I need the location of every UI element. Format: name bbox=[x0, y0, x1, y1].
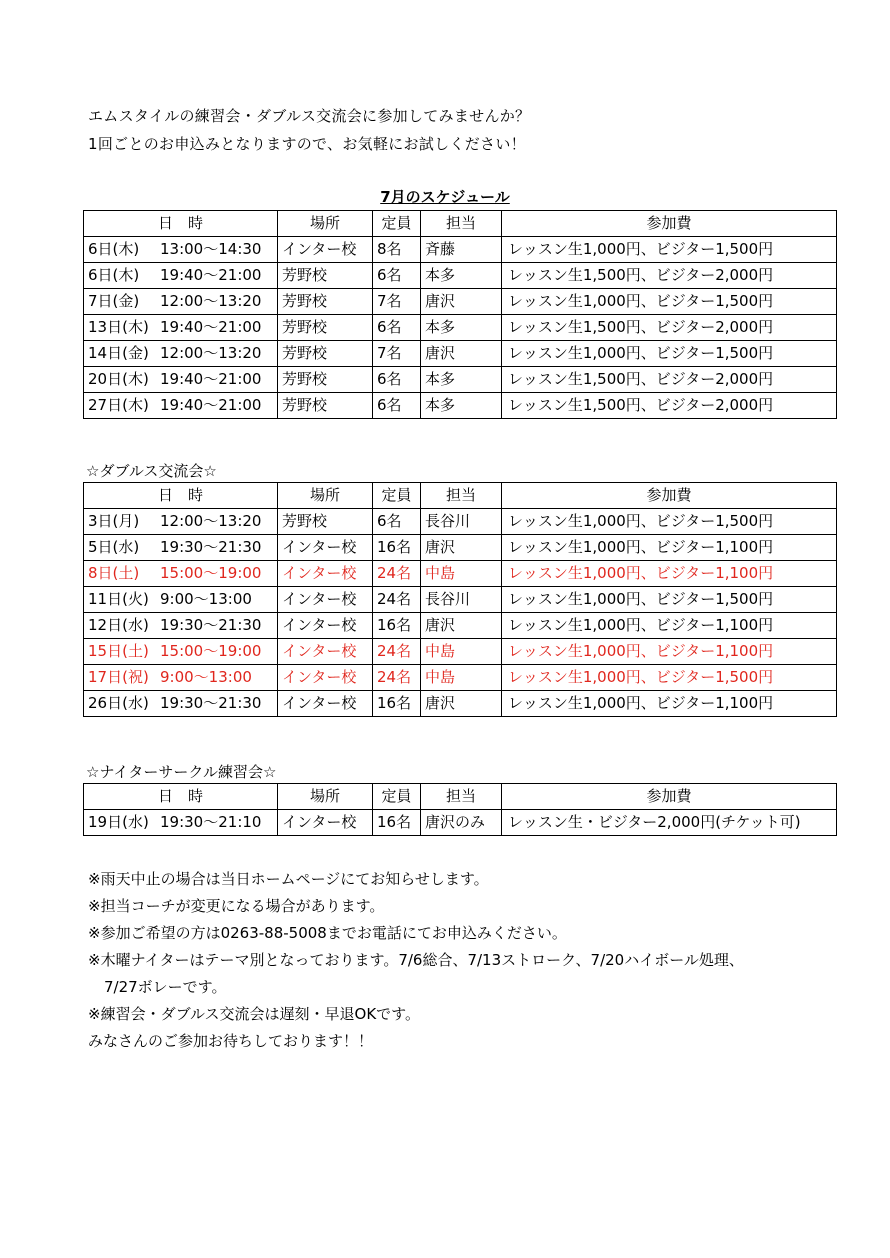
cell-date: 5日(水) bbox=[88, 538, 140, 556]
header-coach: 担当 bbox=[421, 784, 502, 810]
cell-capacity: 7名 bbox=[373, 341, 421, 367]
cell-date: 11日(火) bbox=[88, 590, 149, 608]
cell-capacity: 24名 bbox=[373, 665, 421, 691]
cell-datetime bbox=[84, 509, 278, 535]
cell-date: 17日(祝) bbox=[88, 668, 149, 686]
cell-coach: 長谷川 bbox=[421, 509, 502, 535]
cell-coach: 唐沢 bbox=[421, 289, 502, 315]
cell-capacity: 16名 bbox=[373, 613, 421, 639]
cell-place: 芳野校 bbox=[278, 367, 373, 393]
header-datetime: 日 時 bbox=[84, 211, 278, 237]
header-fee: 参加費 bbox=[502, 483, 837, 509]
header-datetime: 日 時 bbox=[84, 483, 278, 509]
cell-date: 12日(水) bbox=[88, 616, 149, 634]
header-place: 場所 bbox=[278, 784, 373, 810]
table-row bbox=[84, 665, 837, 691]
cell-fee: レッスン生1,000円、ビジター1,100円 bbox=[502, 561, 837, 587]
cell-coach: 唐沢 bbox=[421, 341, 502, 367]
cell-time: 15:00～19:00 bbox=[160, 642, 262, 660]
cell-date: 27日(木) bbox=[88, 396, 149, 414]
cell-fee: レッスン生1,500円、ビジター2,000円 bbox=[502, 263, 837, 289]
cell-fee: レッスン生1,500円、ビジター2,000円 bbox=[502, 367, 837, 393]
cell-datetime bbox=[84, 561, 278, 587]
cell-date: 3日(月) bbox=[88, 512, 140, 530]
cell-datetime bbox=[84, 341, 278, 367]
cell-place: 芳野校 bbox=[278, 289, 373, 315]
cell-datetime bbox=[84, 587, 278, 613]
cell-time: 19:30～21:30 bbox=[160, 538, 262, 556]
intro-line-2: 1回ごとのお申込みとなりますので、お気軽にお試しください！ bbox=[88, 135, 526, 153]
cell-datetime bbox=[84, 639, 278, 665]
table-row bbox=[84, 315, 837, 341]
cell-capacity: 6名 bbox=[373, 367, 421, 393]
header-capacity: 定員 bbox=[373, 211, 421, 237]
table-row bbox=[84, 367, 837, 393]
cell-date: 6日(木) bbox=[88, 266, 140, 284]
cell-fee: レッスン生1,000円、ビジター1,500円 bbox=[502, 237, 837, 263]
cell-datetime bbox=[84, 665, 278, 691]
cell-datetime bbox=[84, 393, 278, 419]
cell-place: 芳野校 bbox=[278, 393, 373, 419]
table-row bbox=[84, 691, 837, 717]
cell-datetime bbox=[84, 810, 278, 836]
cell-place: 芳野校 bbox=[278, 341, 373, 367]
header-place: 場所 bbox=[278, 211, 373, 237]
practice-schedule-table bbox=[83, 210, 837, 419]
cell-time: 12:00～13:20 bbox=[160, 292, 262, 310]
cell-place: 芳野校 bbox=[278, 315, 373, 341]
table-row bbox=[84, 237, 837, 263]
table-row bbox=[84, 810, 837, 836]
cell-time: 15:00～19:00 bbox=[160, 564, 262, 582]
cell-capacity: 24名 bbox=[373, 639, 421, 665]
cell-datetime bbox=[84, 367, 278, 393]
cell-fee: レッスン生1,000円、ビジター1,100円 bbox=[502, 613, 837, 639]
practice-schedule-title: 7月のスケジュール bbox=[380, 188, 510, 206]
cell-capacity: 16名 bbox=[373, 810, 421, 836]
cell-fee: レッスン生1,000円、ビジター1,100円 bbox=[502, 639, 837, 665]
cell-coach: 中島 bbox=[421, 561, 502, 587]
cell-fee: レッスン生1,500円、ビジター2,000円 bbox=[502, 315, 837, 341]
table-header-row bbox=[84, 483, 837, 509]
cell-date: 13日(木) bbox=[88, 318, 149, 336]
cell-capacity: 7名 bbox=[373, 289, 421, 315]
cell-fee: レッスン生1,000円、ビジター1,500円 bbox=[502, 289, 837, 315]
cell-capacity: 6名 bbox=[373, 509, 421, 535]
note-thursday-themes-cont: 7/27ボレーです。 bbox=[104, 978, 227, 996]
header-place: 場所 bbox=[278, 483, 373, 509]
cell-date: 14日(金) bbox=[88, 344, 149, 362]
cell-place: インター校 bbox=[278, 639, 373, 665]
header-fee: 参加費 bbox=[502, 784, 837, 810]
cell-coach: 長谷川 bbox=[421, 587, 502, 613]
cell-place: インター校 bbox=[278, 691, 373, 717]
table-row bbox=[84, 289, 837, 315]
table-row bbox=[84, 535, 837, 561]
cell-place: インター校 bbox=[278, 237, 373, 263]
cell-capacity: 16名 bbox=[373, 691, 421, 717]
table-row bbox=[84, 587, 837, 613]
header-capacity: 定員 bbox=[373, 483, 421, 509]
cell-datetime bbox=[84, 315, 278, 341]
cell-date: 20日(木) bbox=[88, 370, 149, 388]
cell-capacity: 6名 bbox=[373, 315, 421, 341]
cell-time: 19:30～21:10 bbox=[160, 813, 262, 831]
cell-datetime bbox=[84, 263, 278, 289]
cell-capacity: 24名 bbox=[373, 587, 421, 613]
cell-coach: 斉藤 bbox=[421, 237, 502, 263]
doubles-section-title: ☆ダブルス交流会☆ bbox=[86, 462, 217, 480]
cell-date: 19日(水) bbox=[88, 813, 149, 831]
cell-fee: レッスン生1,000円、ビジター1,500円 bbox=[502, 509, 837, 535]
cell-fee: レッスン生1,000円、ビジター1,500円 bbox=[502, 587, 837, 613]
cell-time: 19:40～21:00 bbox=[160, 396, 262, 414]
cell-capacity: 8名 bbox=[373, 237, 421, 263]
table-row bbox=[84, 561, 837, 587]
table-row bbox=[84, 639, 837, 665]
cell-time: 19:30～21:30 bbox=[160, 694, 262, 712]
cell-coach: 唐沢 bbox=[421, 535, 502, 561]
cell-datetime bbox=[84, 289, 278, 315]
cell-place: インター校 bbox=[278, 561, 373, 587]
cell-coach: 唐沢のみ bbox=[421, 810, 502, 836]
cell-datetime bbox=[84, 691, 278, 717]
header-datetime: 日 時 bbox=[84, 784, 278, 810]
cell-time: 12:00～13:20 bbox=[160, 344, 262, 362]
nighter-schedule-table bbox=[83, 783, 837, 836]
nighter-section-title: ☆ナイターサークル練習会☆ bbox=[86, 763, 277, 781]
cell-time: 19:30～21:30 bbox=[160, 616, 262, 634]
cell-capacity: 24名 bbox=[373, 561, 421, 587]
cell-date: 26日(水) bbox=[88, 694, 149, 712]
cell-time: 12:00～13:20 bbox=[160, 512, 262, 530]
doubles-schedule-table bbox=[83, 482, 837, 717]
note-thursday-themes: ※木曜ナイターはテーマ別となっております。7/6総合、7/13ストローク、7/20ハイボール処理、 bbox=[88, 951, 744, 969]
cell-fee: レッスン生1,500円、ビジター2,000円 bbox=[502, 393, 837, 419]
cell-datetime bbox=[84, 535, 278, 561]
cell-datetime bbox=[84, 613, 278, 639]
cell-capacity: 16名 bbox=[373, 535, 421, 561]
table-header-row bbox=[84, 211, 837, 237]
table-row bbox=[84, 393, 837, 419]
cell-place: インター校 bbox=[278, 535, 373, 561]
cell-time: 19:40～21:00 bbox=[160, 370, 262, 388]
cell-date: 6日(木) bbox=[88, 240, 140, 258]
header-coach: 担当 bbox=[421, 211, 502, 237]
cell-coach: 本多 bbox=[421, 315, 502, 341]
cell-fee: レッスン生1,000円、ビジター1,500円 bbox=[502, 665, 837, 691]
cell-time: 9:00～13:00 bbox=[160, 590, 252, 608]
note-closing: みなさんのご参加お待ちしております！！ bbox=[88, 1032, 374, 1050]
cell-time: 19:40～21:00 bbox=[160, 266, 262, 284]
cell-coach: 本多 bbox=[421, 263, 502, 289]
cell-fee: レッスン生1,000円、ビジター1,100円 bbox=[502, 691, 837, 717]
cell-place: インター校 bbox=[278, 613, 373, 639]
table-header-row bbox=[84, 784, 837, 810]
cell-fee: レッスン生・ビジター2,000円(チケット可) bbox=[502, 810, 837, 836]
note-phone-apply: ※参加ご希望の方は0263-88-5008までお電話にてお申込みください。 bbox=[88, 924, 567, 942]
table-row bbox=[84, 509, 837, 535]
cell-coach: 本多 bbox=[421, 393, 502, 419]
cell-place: インター校 bbox=[278, 810, 373, 836]
cell-datetime bbox=[84, 237, 278, 263]
cell-place: インター校 bbox=[278, 587, 373, 613]
cell-coach: 唐沢 bbox=[421, 691, 502, 717]
note-coach-change: ※担当コーチが変更になる場合があります。 bbox=[88, 897, 385, 915]
cell-coach: 中島 bbox=[421, 665, 502, 691]
cell-date: 7日(金) bbox=[88, 292, 140, 310]
cell-place: 芳野校 bbox=[278, 263, 373, 289]
cell-date: 15日(土) bbox=[88, 642, 149, 660]
note-late-ok: ※練習会・ダブルス交流会は遅刻・早退OKです。 bbox=[88, 1005, 420, 1023]
cell-coach: 中島 bbox=[421, 639, 502, 665]
cell-time: 9:00～13:00 bbox=[160, 668, 252, 686]
table-row bbox=[84, 341, 837, 367]
table-row bbox=[84, 613, 837, 639]
cell-coach: 本多 bbox=[421, 367, 502, 393]
header-fee: 参加費 bbox=[502, 211, 837, 237]
cell-fee: レッスン生1,000円、ビジター1,100円 bbox=[502, 535, 837, 561]
cell-date: 8日(土) bbox=[88, 564, 140, 582]
cell-place: 芳野校 bbox=[278, 509, 373, 535]
cell-fee: レッスン生1,000円、ビジター1,500円 bbox=[502, 341, 837, 367]
cell-coach: 唐沢 bbox=[421, 613, 502, 639]
cell-place: インター校 bbox=[278, 665, 373, 691]
table-row bbox=[84, 263, 837, 289]
note-rain-cancel: ※雨天中止の場合は当日ホームページにてお知らせします。 bbox=[88, 870, 489, 888]
intro-line-1: エムスタイルの練習会・ダブルス交流会に参加してみませんか？ bbox=[88, 107, 531, 125]
cell-capacity: 6名 bbox=[373, 263, 421, 289]
cell-time: 13:00～14:30 bbox=[160, 240, 262, 258]
cell-capacity: 6名 bbox=[373, 393, 421, 419]
header-capacity: 定員 bbox=[373, 784, 421, 810]
cell-time: 19:40～21:00 bbox=[160, 318, 262, 336]
header-coach: 担当 bbox=[421, 483, 502, 509]
